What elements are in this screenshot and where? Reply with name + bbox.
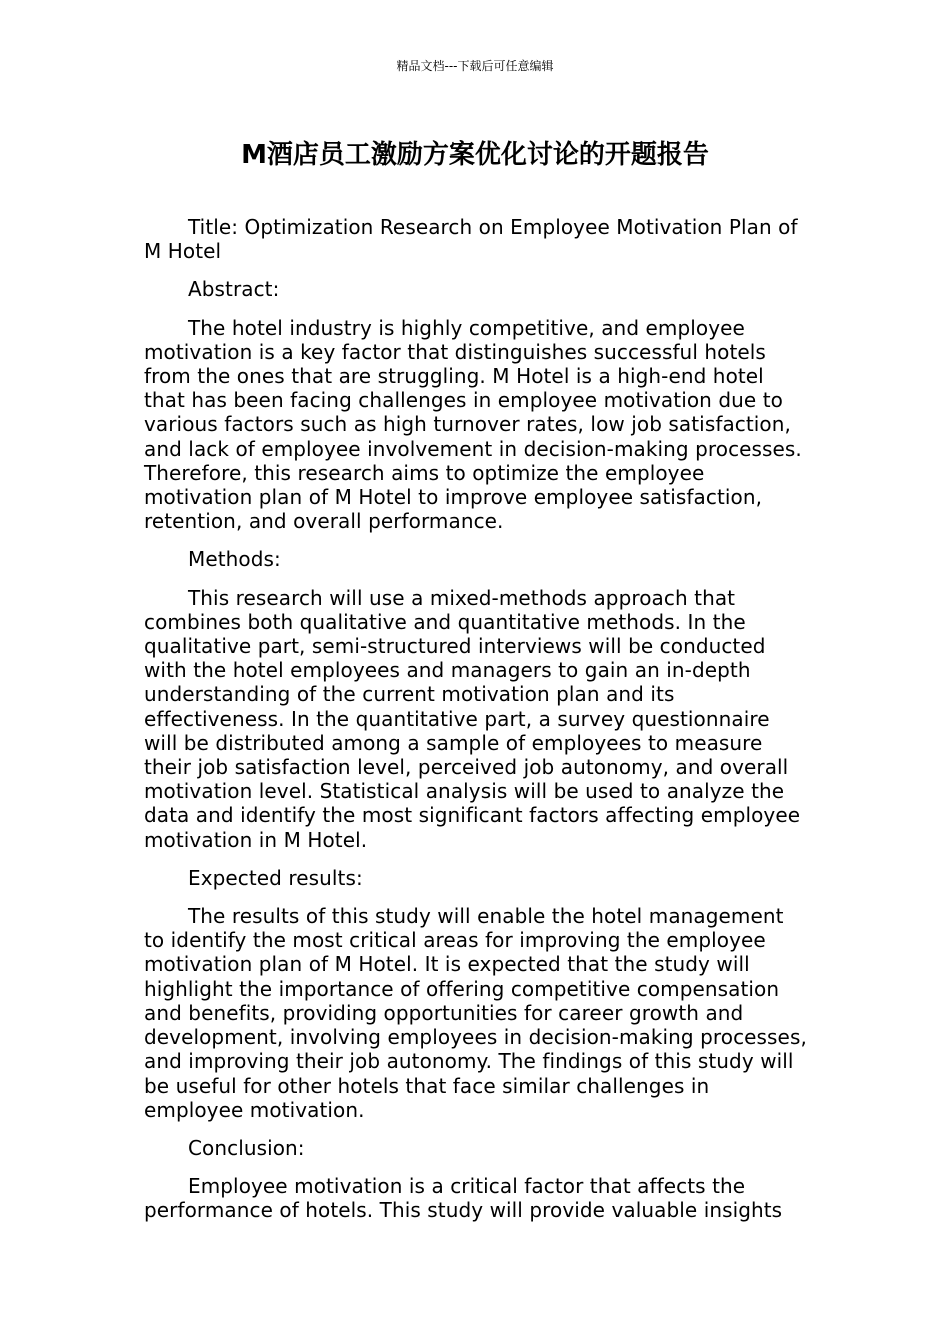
header-watermark: 精品文档---下载后可任意编辑 <box>396 59 554 73</box>
paragraph-conclusion: Employee motivation is a critical factor that affects the performance of hotels. This study will provide valuable insights <box>144 1174 783 1223</box>
paragraph-expected-results: The results of this study will enable the hotel management to identify the most critical areas for improving the employee motivation plan of M Hotel. It is expected that the study will highlight the importance of offering competitive compensation and benefits, providing opportunities for career growth and development, involving employees in decision-making processes, and improving their job autonomy. The findings of this study will be useful for other hotels that face similar challenges in employee motivation. <box>144 904 807 1122</box>
heading-methods: Methods: <box>188 547 281 572</box>
paragraph-methods: This research will use a mixed-methods approach that combines both qualitative and quantitative methods. In the qualitative part, semi-structured interviews will be conducted with the hotel employees and managers to gain an in-depth understanding of the current motivation plan and its effectiveness. In the quantitative part, a survey questionnaire will be distributed among a sample of employees to measure their job satisfaction level, perceived job autonomy, and overall motivation level. Statistical analysis will be used to analyze the data and identify the most significant factors affecting employee motivation in M Hotel. <box>144 585 801 852</box>
paragraph-title: Title: Optimization Research on Employee Motivation Plan of M Hotel <box>144 215 798 264</box>
heading-abstract: Abstract: <box>188 277 280 302</box>
document-body <box>144 215 808 1237</box>
heading-expected-results: Expected results: <box>188 865 363 890</box>
paragraph-abstract: The hotel industry is highly competitive, and employee motivation is a key factor that distinguishes successful hotels from the ones that are struggling. M Hotel is a high-end hotel that has been facing challenges in employee motivation due to various factors such as high turnover rates, low job satisfaction, and lack of employee involvement in decision-making processes. Therefore, this research aims to optimize the employee motivation plan of M Hotel to improve employee satisfaction, retention, and overall performance. <box>144 315 802 534</box>
document-title: M酒店员工激励方案优化讨论的开题报告 <box>241 140 709 170</box>
heading-conclusion: Conclusion: <box>188 1135 305 1160</box>
